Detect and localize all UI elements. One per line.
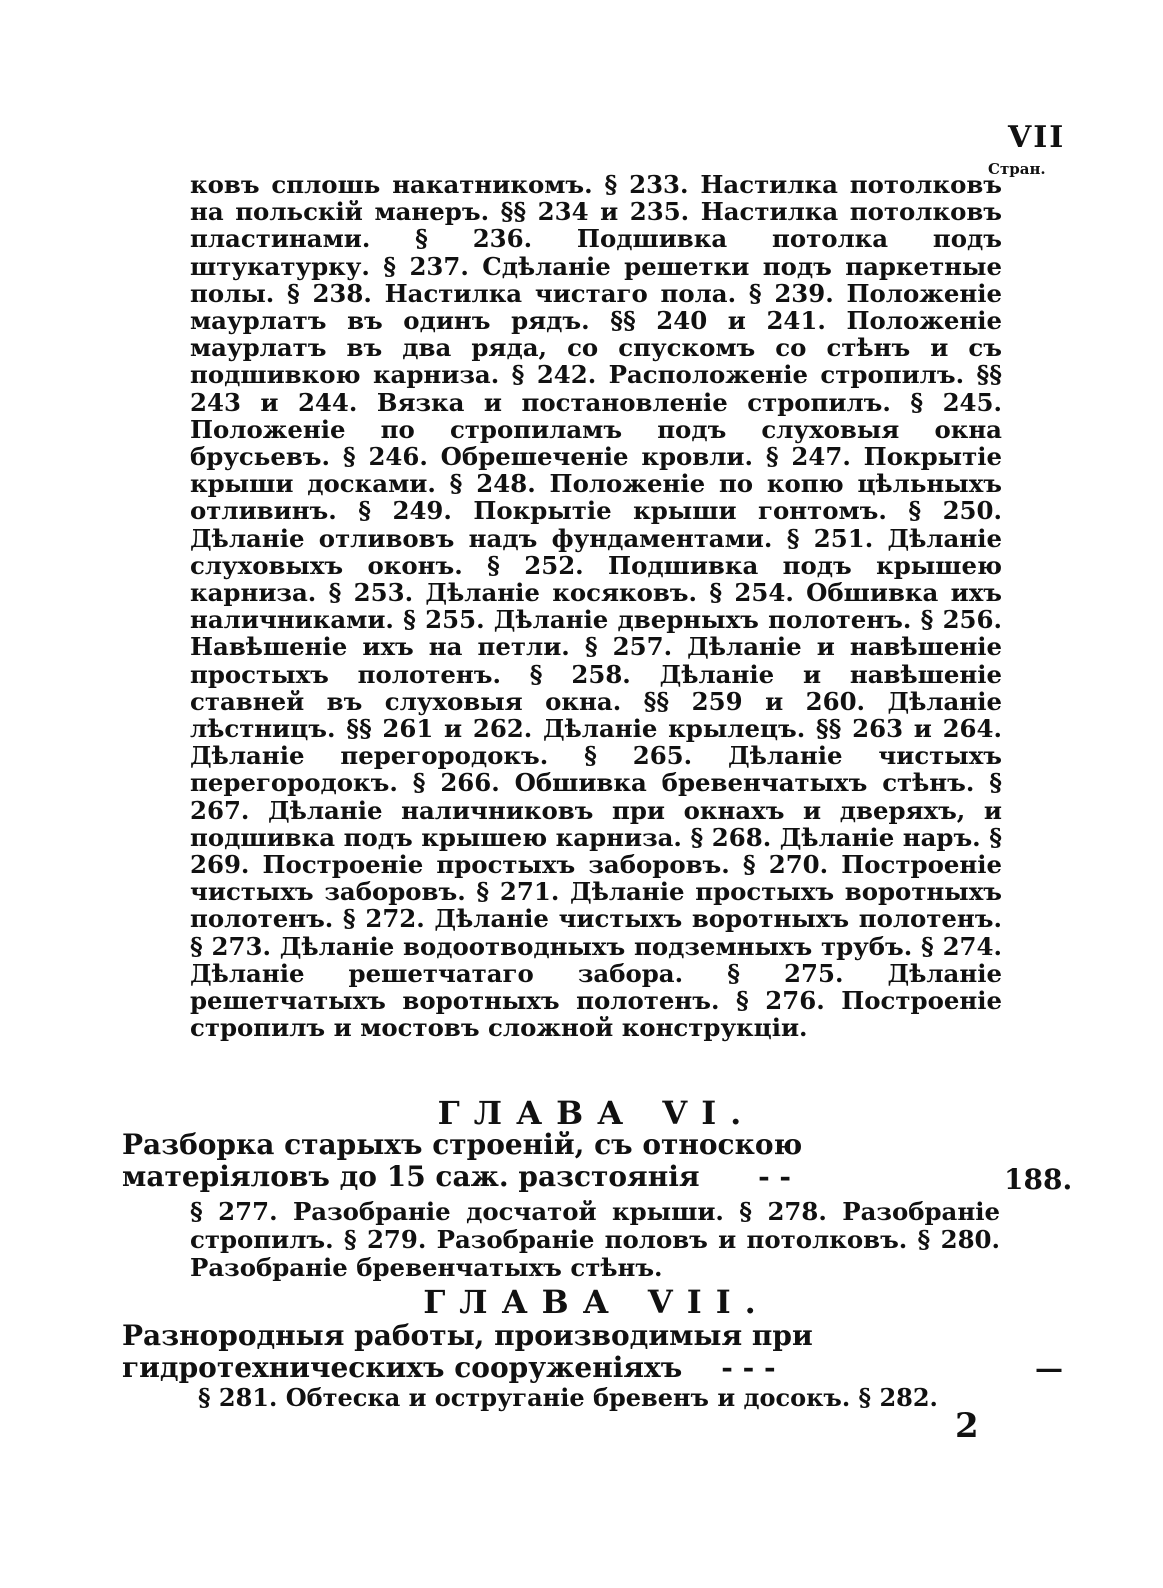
chapter-7-title [122,1320,982,1384]
page-column-label: Стран. [988,160,1046,178]
chapter-7-title-text: Разнородныя работы, производимыя при гидротехническихъ сооруженіяхъ [122,1319,813,1384]
page-number: VII [1008,120,1066,155]
chapter-6-title-text: Разборка старыхъ строеній, съ относкою матеріяловъ до 15 саж. разстоянія [122,1128,803,1193]
chapter-7-page-number: — [1035,1352,1063,1385]
chapter-7-leader-dots: - - - [721,1351,776,1384]
chapter-7-paragraph-list: § 281. Обтеска и оструганіе бревенъ и досокъ. § 282. [198,1383,938,1412]
chapter-6-paragraph-list: § 277. Разобраніе досчатой крыши. § 278. Разобраніе стропилъ. § 279. Разобраніе половъ и потолковъ. § 280. Разобраніе бревенчатыхъ стѣнъ. [190,1197,1000,1282]
signature-mark: 2 [955,1406,979,1446]
chapter-6-leader-dots: - - [758,1160,792,1193]
toc-continuation-text: ковъ сплошь накатникомъ. § 233. Настилка потолковъ на польскій манеръ. §§ 234 и 235. Настилка потолковъ пластинами. § 236. Подшивка потолка подъ штукатурку. § 237. Сдѣланіе решетки подъ паркетные полы. § 238. Настилка чистаго пола. § 239. Положеніе маурлатъ въ одинъ рядъ. §§ 240 и 241. Положеніе маурлатъ въ два ряда, со спускомъ со стѣнъ и съ подшивкою карниза. § 242. Расположеніе стропилъ. §§ 243 и 244. Вязка и постановленіе стропилъ. § 245. Положеніе по стропиламъ подъ слуховыя окна брусьевъ. § 246. Обрешеченіе кровли. § 247. Покрытіе крыши досками. § 248. Положеніе по копю цѣльныхъ отливинъ. § 249. Покрытіе крыши гонтомъ. § 250. Дѣланіе отливовъ надъ фундаментами. § 251. Дѣланіе слуховыхъ оконъ. § 252. Подшивка подъ крышею карниза. § 253. Дѣланіе косяковъ. § 254. Обшивка ихъ наличниками. § 255. Дѣланіе дверныхъ полотенъ. § 256. Навѣшеніе ихъ на петли. § 257. Дѣланіе и навѣшеніе простыхъ полотенъ. § 258. Дѣланіе и навѣшеніе ставней въ слуховыя окна. §§ 259 и 260. Дѣланіе лѣстницъ. §§ 261 и 262. Дѣланіе крылецъ. §§ 263 и 264. Дѣланіе перегородокъ. § 265. Дѣланіе чистыхъ перегородокъ. § 266. Обшивка бревенчатыхъ стѣнъ. § 267. Дѣланіе наличниковъ при окнахъ и дверяхъ, и подшивка подъ крышею карниза. § 268. Дѣланіе наръ. § 269. Построеніе простыхъ заборовъ. § 270. Построеніе чистыхъ заборовъ. § 271. Дѣланіе простыхъ воротныхъ полотенъ. § 272. Дѣланіе чистыхъ воротныхъ полотенъ. § 273. Дѣланіе водоотводныхъ подземныхъ трубъ. § 274. Дѣланіе решетчатаго забора. § 275. Дѣланіе решетчатыхъ воротныхъ полотенъ. § 276. Построеніе стропилъ и мостовъ сложной конструкціи. [190,170,1002,1043]
chapter-7-heading: ГЛАВА VII. [423,1283,770,1321]
chapter-6-page-number: 188. [1004,1163,1073,1196]
chapter-6-title [122,1129,962,1193]
chapter-6-heading: ГЛАВА VI. [437,1094,756,1132]
